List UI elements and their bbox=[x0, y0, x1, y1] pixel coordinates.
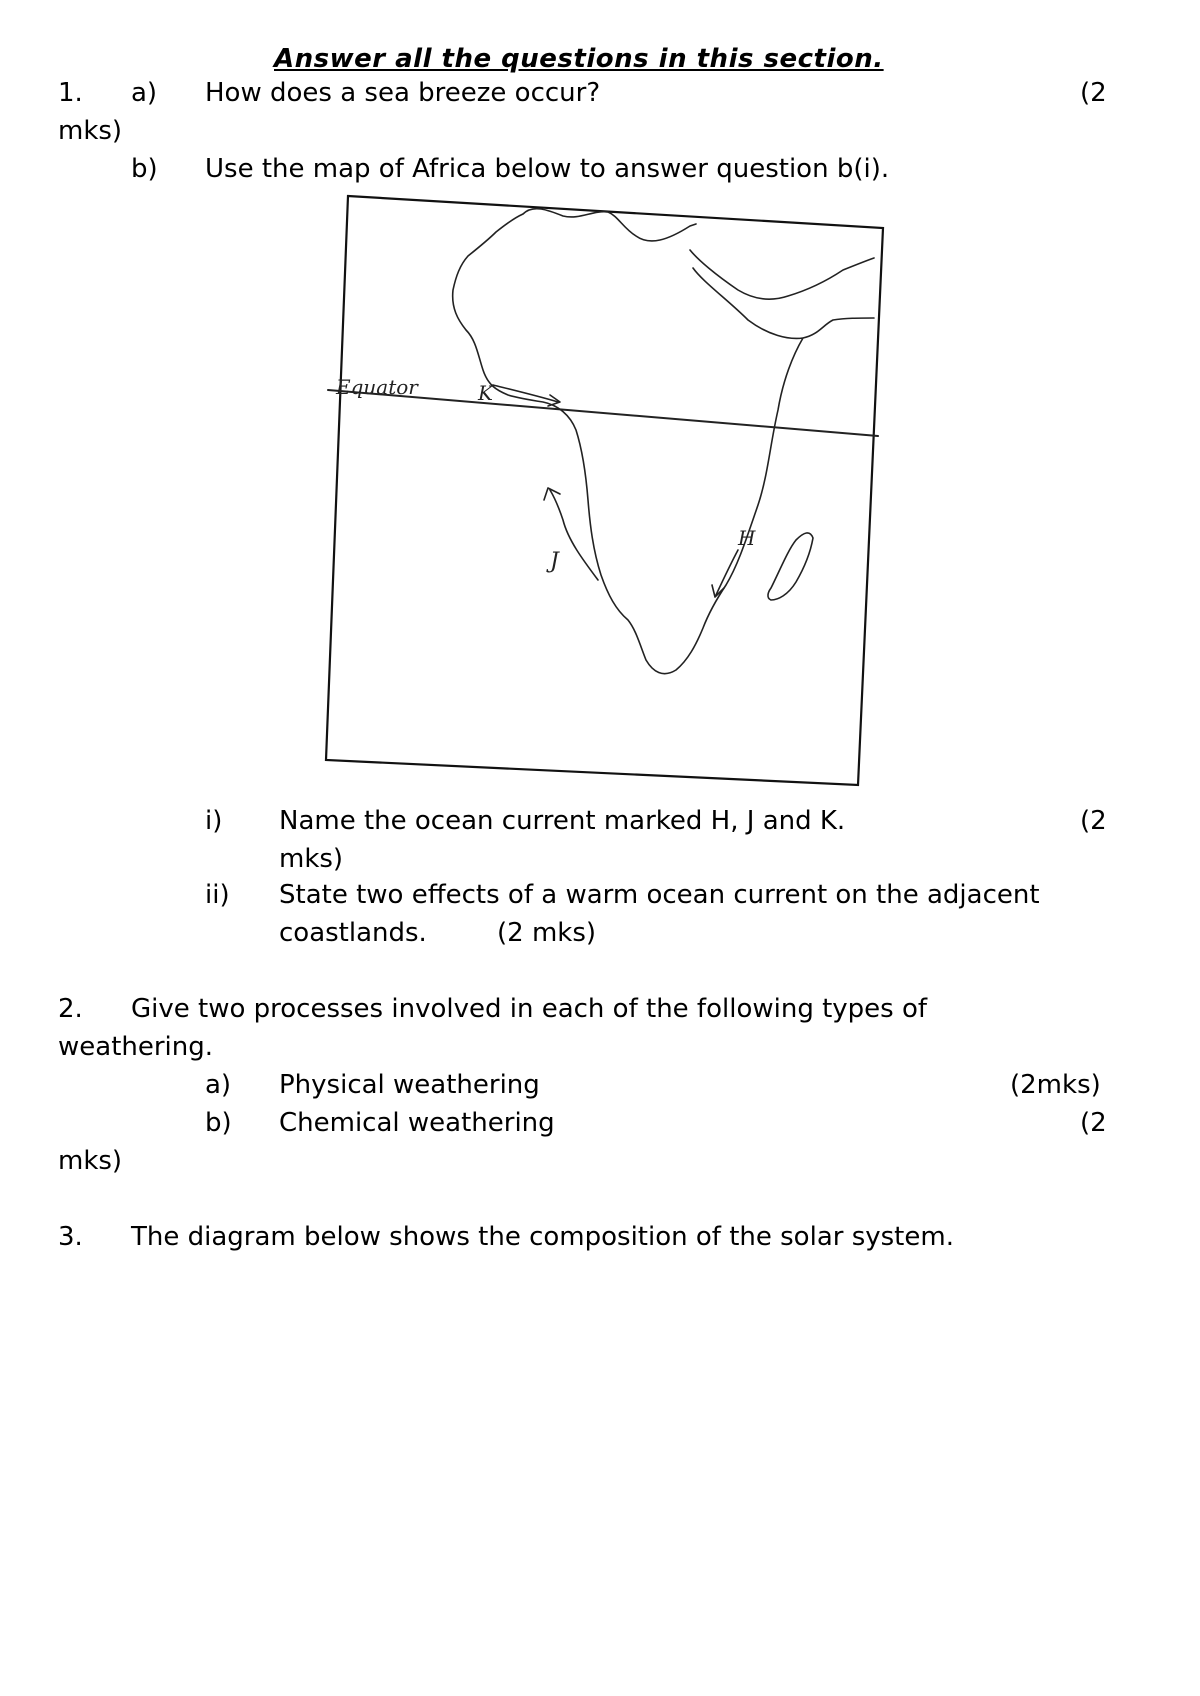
q1bi-marks-end: mks) bbox=[279, 844, 344, 874]
q2-text-line1: Give two processes involved in each of the following types of bbox=[131, 994, 928, 1024]
q1a-label: a) bbox=[131, 78, 158, 108]
q1bii-marks: (2 mks) bbox=[497, 918, 597, 948]
q2b-marks: (2 bbox=[1080, 1108, 1107, 1138]
africa-coastline bbox=[453, 209, 874, 674]
q3-number: 3. bbox=[58, 1222, 83, 1252]
equator-label: Equator bbox=[336, 375, 418, 399]
q2a-marks: (2mks) bbox=[1010, 1070, 1101, 1100]
q3-text: The diagram below shows the composition of the solar system. bbox=[131, 1222, 954, 1252]
current-j-label: J bbox=[550, 549, 559, 574]
africa-map bbox=[318, 190, 888, 790]
q1bii-label: ii) bbox=[205, 880, 230, 910]
q2-text-line2: weathering. bbox=[58, 1032, 214, 1062]
q2-number: 2. bbox=[58, 994, 83, 1024]
q1a-marks-end: mks) bbox=[58, 116, 123, 146]
section-heading: Answer all the questions in this section. bbox=[274, 44, 884, 74]
africa-map-drawing bbox=[318, 190, 888, 790]
q1bii-text-line1: State two effects of a warm ocean current on the adjacent bbox=[279, 880, 1040, 910]
q2b-marks-end: mks) bbox=[58, 1146, 123, 1176]
q1a-text: How does a sea breeze occur? bbox=[205, 78, 601, 108]
q2a-text: Physical weathering bbox=[279, 1070, 540, 1100]
q1bi-marks: (2 bbox=[1080, 806, 1107, 836]
current-h-arrow bbox=[716, 550, 738, 595]
q1-number: 1. bbox=[58, 78, 83, 108]
current-h-label: H bbox=[738, 526, 756, 550]
q2b-text: Chemical weathering bbox=[279, 1108, 555, 1138]
q1b-label: b) bbox=[131, 154, 158, 184]
map-frame bbox=[326, 196, 883, 785]
q1a-marks: (2 bbox=[1080, 78, 1107, 108]
q1b-text: Use the map of Africa below to answer question b(i). bbox=[205, 154, 890, 184]
q1bii-text-line2: coastlands. bbox=[279, 918, 427, 948]
madagascar-outline bbox=[768, 533, 813, 600]
q1bi-label: i) bbox=[205, 806, 223, 836]
q2a-label: a) bbox=[205, 1070, 232, 1100]
q1bi-text: Name the ocean current marked H, J and K. bbox=[279, 806, 846, 836]
q2b-label: b) bbox=[205, 1108, 232, 1138]
current-k-label: K bbox=[478, 381, 493, 405]
